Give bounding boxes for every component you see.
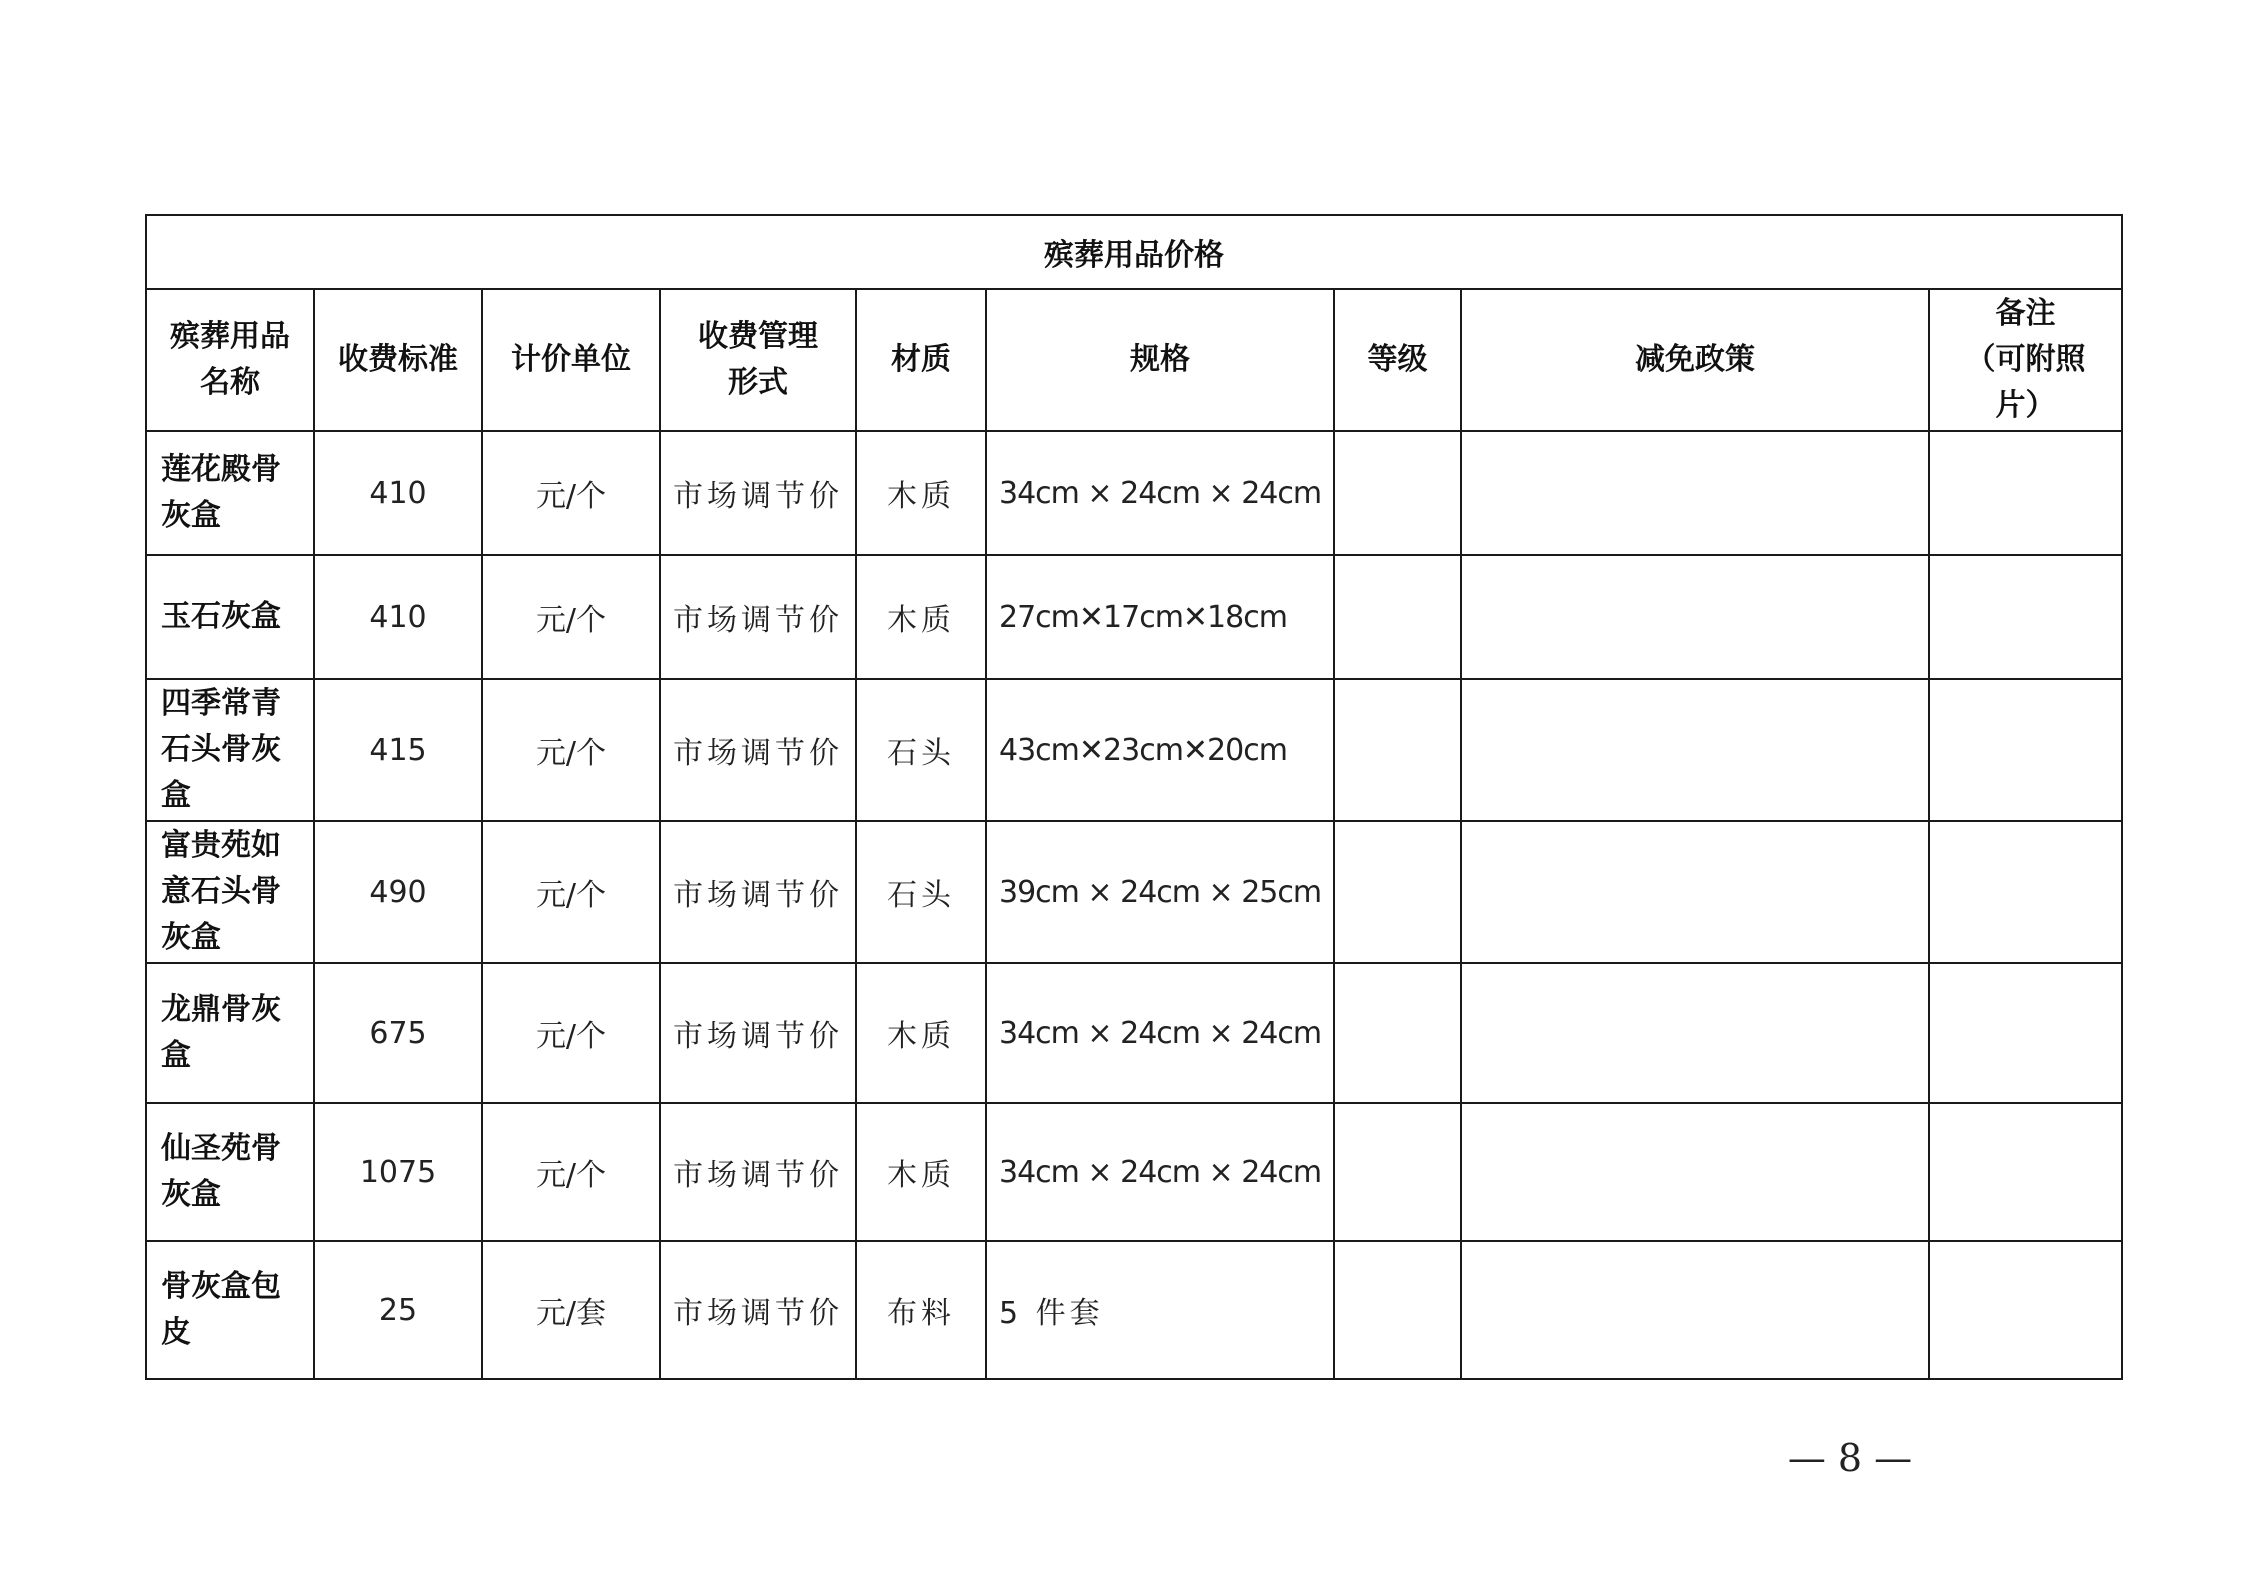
item-policy (1461, 679, 1929, 821)
table-title: 殡葬用品价格 (146, 215, 2122, 289)
item-policy (1461, 1103, 1929, 1241)
header-mode (660, 289, 856, 431)
item-material: 木质 (856, 431, 986, 555)
item-name (146, 1241, 314, 1379)
item-material: 木质 (856, 555, 986, 679)
item-mode: 市场调节价 (660, 679, 856, 821)
header-spec (986, 289, 1334, 431)
table-row (146, 679, 2122, 821)
item-spec: 27cm✕17cm✕18cm (986, 555, 1334, 679)
item-mode: 市场调节价 (660, 431, 856, 555)
table-row (146, 963, 2122, 1103)
header-material (856, 289, 986, 431)
header-line: 收费管理 (698, 319, 818, 354)
item-name (146, 1103, 314, 1241)
header-line: 名称 (200, 365, 260, 400)
item-policy (1461, 963, 1929, 1103)
header-note (1929, 289, 2122, 431)
item-material: 布料 (856, 1241, 986, 1379)
item-price: 25 (314, 1241, 482, 1379)
item-name-line: 石头骨灰 (161, 732, 281, 767)
table-row (146, 431, 2122, 555)
item-mode: 市场调节价 (660, 963, 856, 1103)
item-policy (1461, 555, 1929, 679)
item-name-line: 意石头骨 (161, 874, 281, 909)
header-policy (1461, 289, 1929, 431)
item-note (1929, 431, 2122, 555)
item-unit: 元/个 (482, 679, 660, 821)
item-note (1929, 1103, 2122, 1241)
item-name (146, 821, 314, 963)
header-line: 计价单位 (511, 342, 631, 377)
item-unit: 元/个 (482, 555, 660, 679)
item-unit: 元/个 (482, 963, 660, 1103)
item-mode: 市场调节价 (660, 821, 856, 963)
item-name-line: 玉石灰盒 (161, 599, 281, 634)
header-line: 等级 (1367, 342, 1428, 377)
item-name-line: 灰盒 (161, 920, 221, 955)
table-row (146, 1103, 2122, 1241)
header-line: 材质 (891, 342, 951, 377)
header-line: （可附照 (1965, 342, 2086, 377)
item-material: 石头 (856, 821, 986, 963)
item-note (1929, 963, 2122, 1103)
item-spec: 34cm × 24cm × 24cm (986, 963, 1334, 1103)
table-row (146, 555, 2122, 679)
header-line: 殡葬用品 (170, 319, 290, 354)
item-grade (1334, 963, 1461, 1103)
item-name-line: 盒 (161, 1038, 191, 1073)
item-mode: 市场调节价 (660, 555, 856, 679)
funeral-goods-price-table (145, 214, 2123, 1380)
header-grade (1334, 289, 1461, 431)
item-grade (1334, 679, 1461, 821)
header-name (146, 289, 314, 431)
header-line: 规格 (1130, 342, 1190, 377)
item-name-line: 灰盒 (161, 1177, 221, 1212)
item-name (146, 555, 314, 679)
item-price: 410 (314, 555, 482, 679)
item-grade (1334, 431, 1461, 555)
table-row (146, 821, 2122, 963)
header-price (314, 289, 482, 431)
table-title-row (146, 215, 2122, 289)
item-mode: 市场调节价 (660, 1241, 856, 1379)
item-name-line: 盒 (161, 778, 191, 813)
item-policy (1461, 1241, 1929, 1379)
item-name-line: 莲花殿骨 (161, 452, 281, 487)
item-grade (1334, 821, 1461, 963)
item-unit: 元/个 (482, 1103, 660, 1241)
item-note (1929, 821, 2122, 963)
item-name (146, 963, 314, 1103)
header-line: 减免政策 (1635, 342, 1755, 377)
item-price: 1075 (314, 1103, 482, 1241)
item-mode: 市场调节价 (660, 1103, 856, 1241)
item-name-line: 骨灰盒包 (161, 1269, 281, 1304)
page-number: — 8 — (1787, 1436, 1913, 1480)
header-line: 收费标准 (338, 342, 458, 377)
item-grade (1334, 555, 1461, 679)
item-name-line: 仙圣苑骨 (161, 1131, 281, 1166)
item-spec: 34cm × 24cm × 24cm (986, 431, 1334, 555)
item-note (1929, 679, 2122, 821)
item-spec: 34cm × 24cm × 24cm (986, 1103, 1334, 1241)
item-name (146, 431, 314, 555)
item-price: 415 (314, 679, 482, 821)
item-unit: 元/个 (482, 431, 660, 555)
item-name (146, 679, 314, 821)
table-row (146, 1241, 2122, 1379)
header-line: 片） (1995, 388, 2056, 423)
item-price: 410 (314, 431, 482, 555)
item-note (1929, 555, 2122, 679)
item-policy (1461, 431, 1929, 555)
item-spec: 43cm✕23cm✕20cm (986, 679, 1334, 821)
item-unit: 元/个 (482, 821, 660, 963)
item-name-line: 富贵苑如 (161, 828, 281, 863)
item-material: 木质 (856, 963, 986, 1103)
item-note (1929, 1241, 2122, 1379)
item-material: 木质 (856, 1103, 986, 1241)
item-name-line: 四季常青 (161, 686, 281, 721)
item-name-line: 皮 (161, 1315, 191, 1350)
item-name-line: 灰盒 (161, 498, 221, 533)
item-unit: 元/套 (482, 1241, 660, 1379)
header-line: 备注 (1995, 296, 2056, 331)
item-policy (1461, 821, 1929, 963)
item-price: 675 (314, 963, 482, 1103)
item-material: 石头 (856, 679, 986, 821)
item-spec: 39cm × 24cm × 25cm (986, 821, 1334, 963)
header-unit (482, 289, 660, 431)
header-line: 形式 (728, 365, 788, 400)
item-name-line: 龙鼎骨灰 (161, 992, 281, 1027)
item-grade (1334, 1241, 1461, 1379)
item-grade (1334, 1103, 1461, 1241)
item-price: 490 (314, 821, 482, 963)
table-header-row (146, 289, 2122, 431)
item-spec: 5 件套 (986, 1241, 1334, 1379)
